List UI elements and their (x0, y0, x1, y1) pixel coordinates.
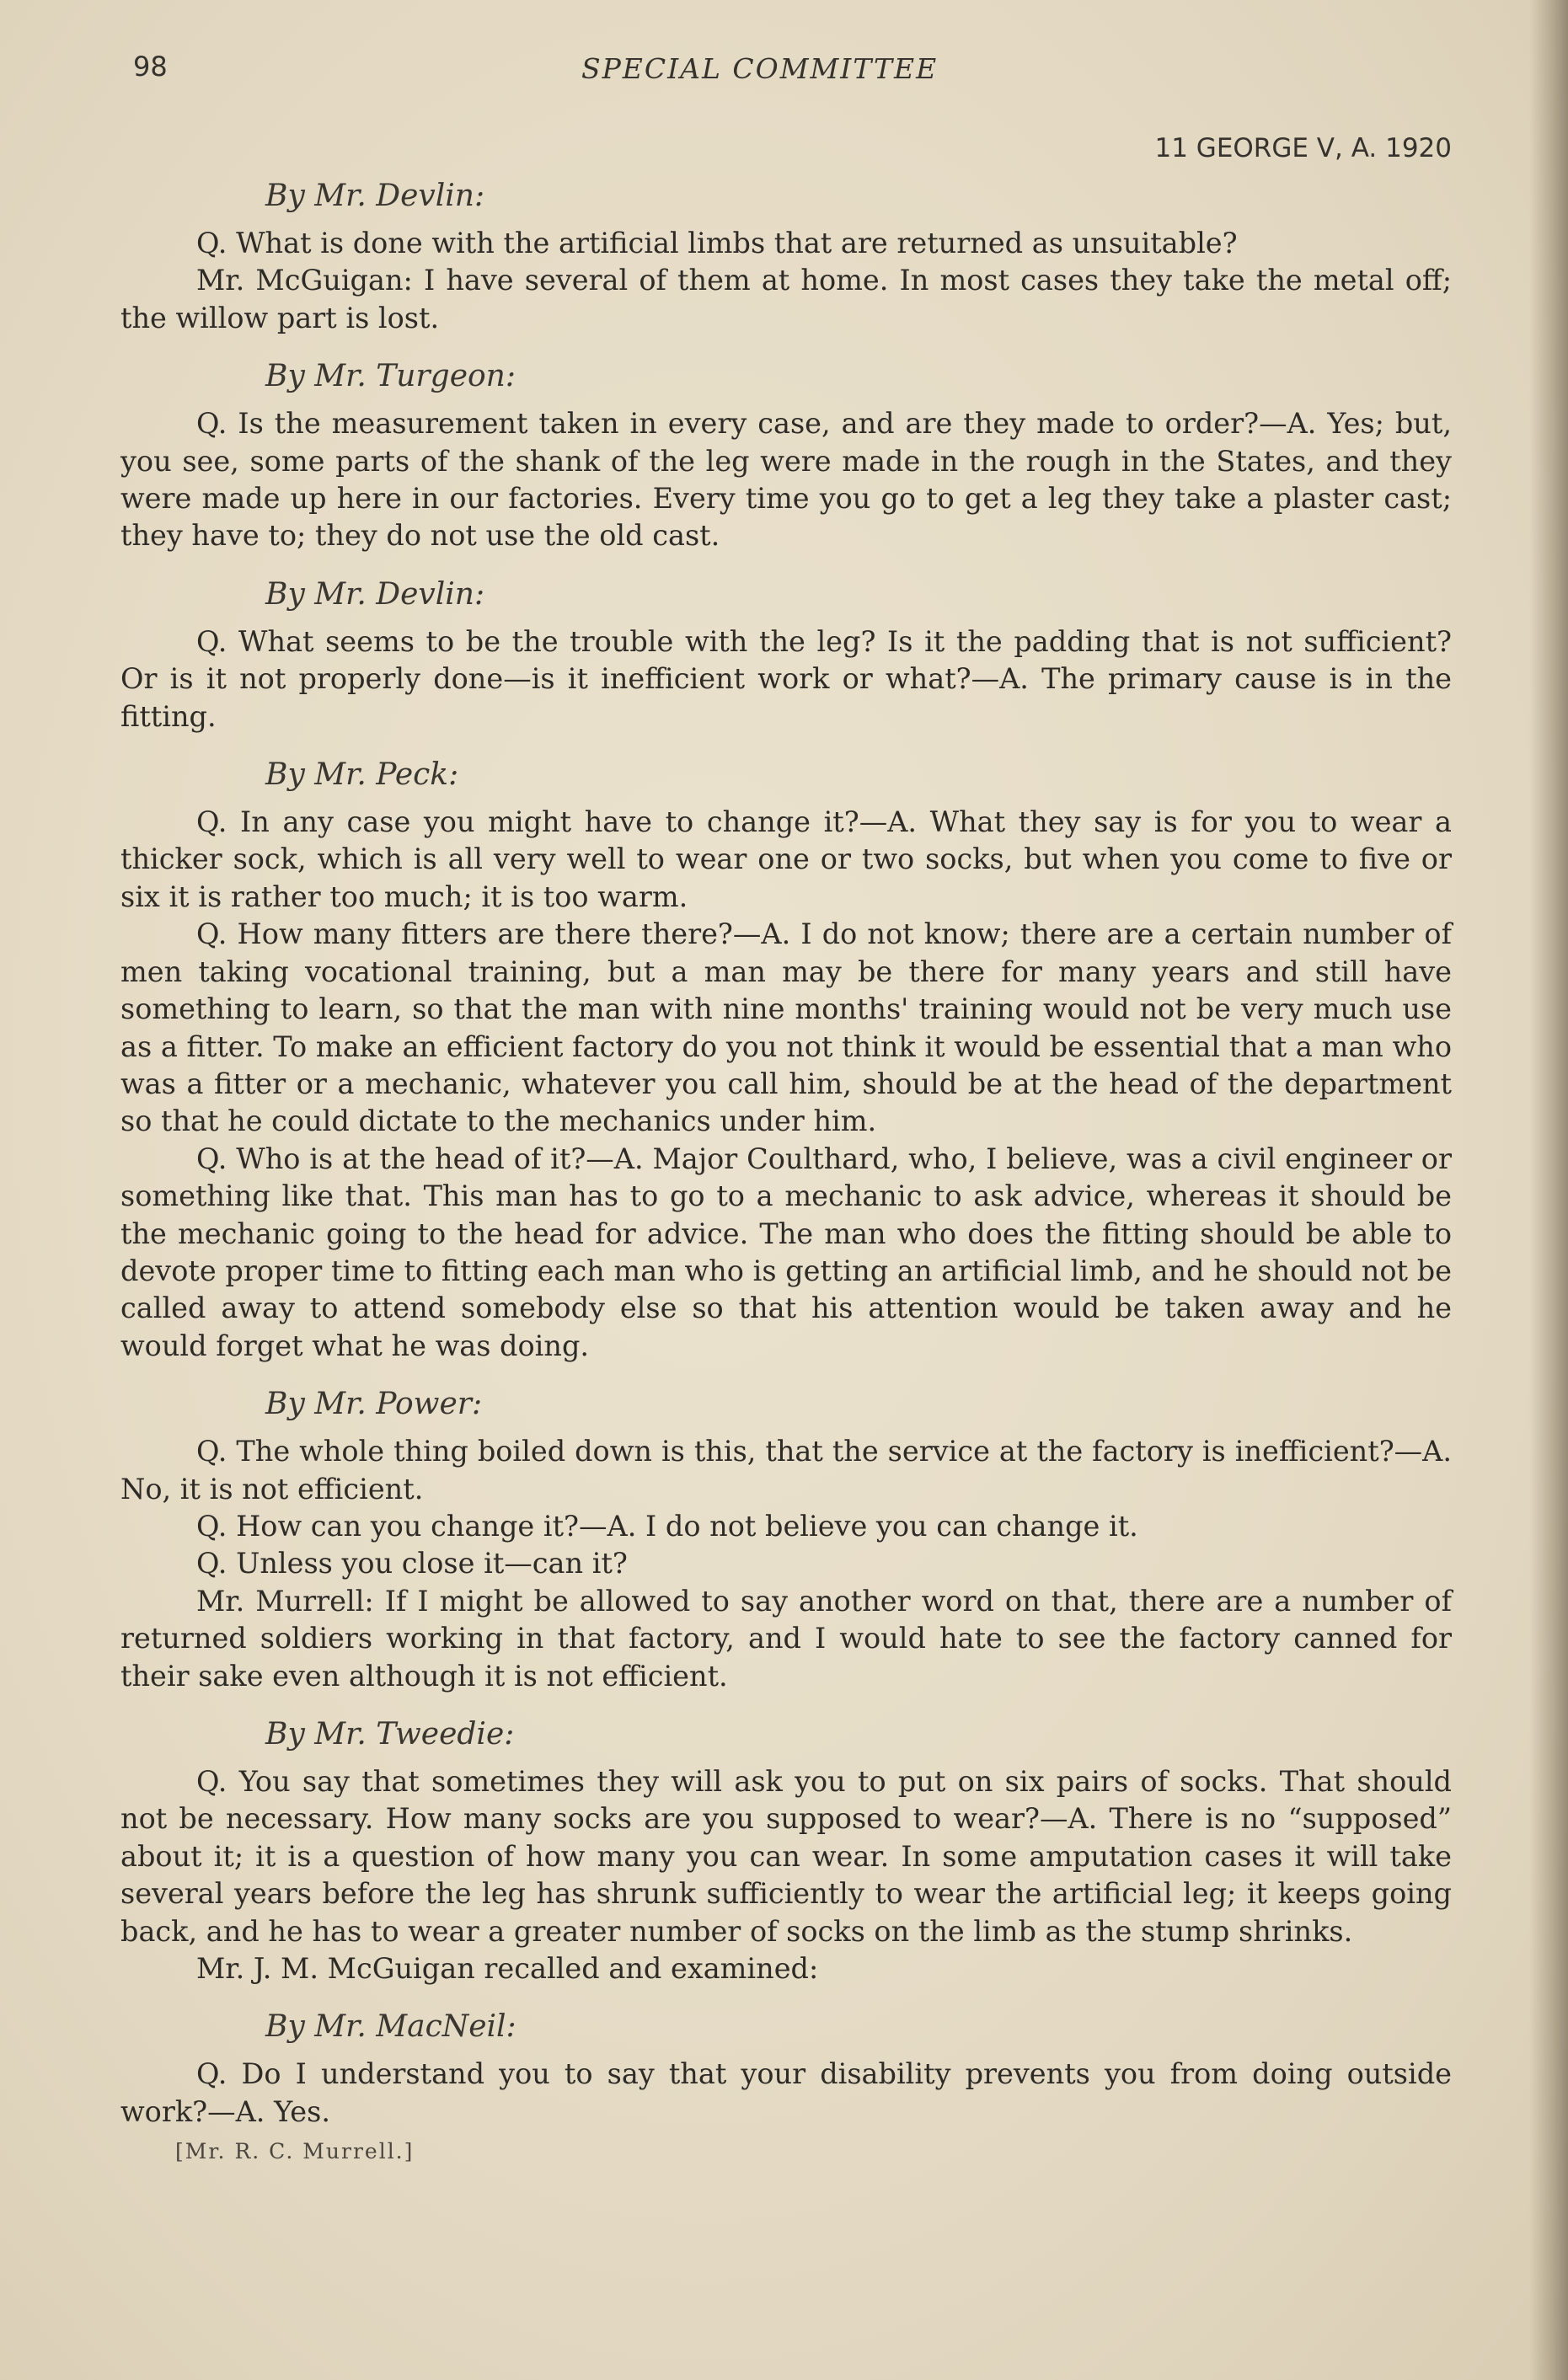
page-number: 98 (133, 51, 168, 83)
speaker-heading: By Mr. Peck: (265, 757, 459, 793)
transcript-paragraph: Q. Unless you close it—can it? (196, 1547, 628, 1580)
speaker-heading: By Mr. Power: (265, 1387, 483, 1422)
session-label: 11 GEORGE V, A. 1920 (1154, 133, 1452, 163)
transcript-paragraph: Q. How can you change it?—A. I do not believe you can change it. (196, 1509, 1138, 1543)
transcript-paragraph: Q. Is the measurement taken in every case, and are they made to order?—A. Yes; but, you see, some parts of the shank of the leg were made in the rough in the States, and they were made up here in our factories. Every time you go to get a leg they take a plaster cast; they have to; they do not use the old cast. (120, 407, 1452, 553)
speaker-heading: By Mr. Turgeon: (265, 359, 516, 394)
transcript-paragraph: Q. Who is at the head of it?—A. Major Coulthard, who, I believe, was a civil engineer or something like that. This man has to go to a mechanic to ask advice, whereas it should be the mechanic going to the head for advice. The man who does the fitting should be able to devote proper time to fitting each man who is getting an artificial limb, and he should not be called away to attend somebody else so that his attention would be taken away and he would forget what he was doing. (120, 1142, 1452, 1362)
transcript-paragraph: Q. How many fitters are there there?—A. I do not know; there are a certain number of men taking vocational training, but a man may be there for many years and still have something to learn, so that the man with nine months' training would not be very much use as a fitter. To make an efficient factory do you not think it would be essential that a man who was a fitter or a mechanic, whatever you call him, should be at the head of the department so that he could dictate to the mechanics under him. (120, 917, 1452, 1138)
witness-reference: [Mr. R. C. Murrell.] (175, 2139, 415, 2164)
speaker-heading: By Mr. Tweedie: (265, 1717, 515, 1752)
speaker-heading: By Mr. Devlin: (265, 576, 485, 612)
transcript-paragraph: Q. Do I understand you to say that your disability prevents you from doing outside work?—A. Yes. (120, 2057, 1452, 2128)
transcript-paragraph: Q. In any case you might have to change it?—A. What they say is for you to wear a thicker sock, which is all very well to wear one or two socks, but when you come to five or six it is rather too much; it is too warm. (120, 805, 1452, 913)
transcript-paragraph: Q. What seems to be the trouble with the leg? Is it the padding that is not sufficient? Or is it not properly done—is it inefficient work or what?—A. The primary cause is in the fitting. (120, 624, 1452, 733)
speaker-heading: By Mr. MacNeil: (265, 2009, 516, 2045)
page-edge-shadow (1529, 0, 1568, 2380)
transcript-body (120, 168, 1452, 2168)
running-head: SPECIAL COMMITTEE (581, 52, 939, 85)
speaker-heading: By Mr. Devlin: (265, 179, 485, 213)
transcript-paragraph: Mr. J. M. McGuigan recalled and examined: (196, 1952, 819, 1986)
transcript-paragraph: Mr. Murrell: If I might be allowed to say another word on that, there are a number of returned soldiers working in that factory, and I would hate to see the factory canned for their sake even although it is not efficient. (120, 1584, 1452, 1693)
transcript-paragraph: Q. You say that sometimes they will ask you to put on six pairs of socks. That should not be necessary. How many socks are you supposed to wear?—A. There is no “supposed” about it; it is a question of how many you can wear. In some amputation cases it will take several years before the leg has shrunk sufficiently to wear the artificial leg; it keeps going back, and he has to wear a greater number of socks on the limb as the stump shrinks. (120, 1765, 1452, 1948)
transcript-paragraph: Q. The whole thing boiled down is this, that the service at the factory is inefficient?—A. No, it is not efficient. (120, 1435, 1452, 1506)
transcript-paragraph: Mr. McGuigan: I have several of them at home. In most cases they take the metal off; the willow part is lost. (120, 264, 1452, 334)
transcript-paragraph: Q. What is done with the artificial limbs that are returned as unsuitable? (196, 227, 1238, 259)
